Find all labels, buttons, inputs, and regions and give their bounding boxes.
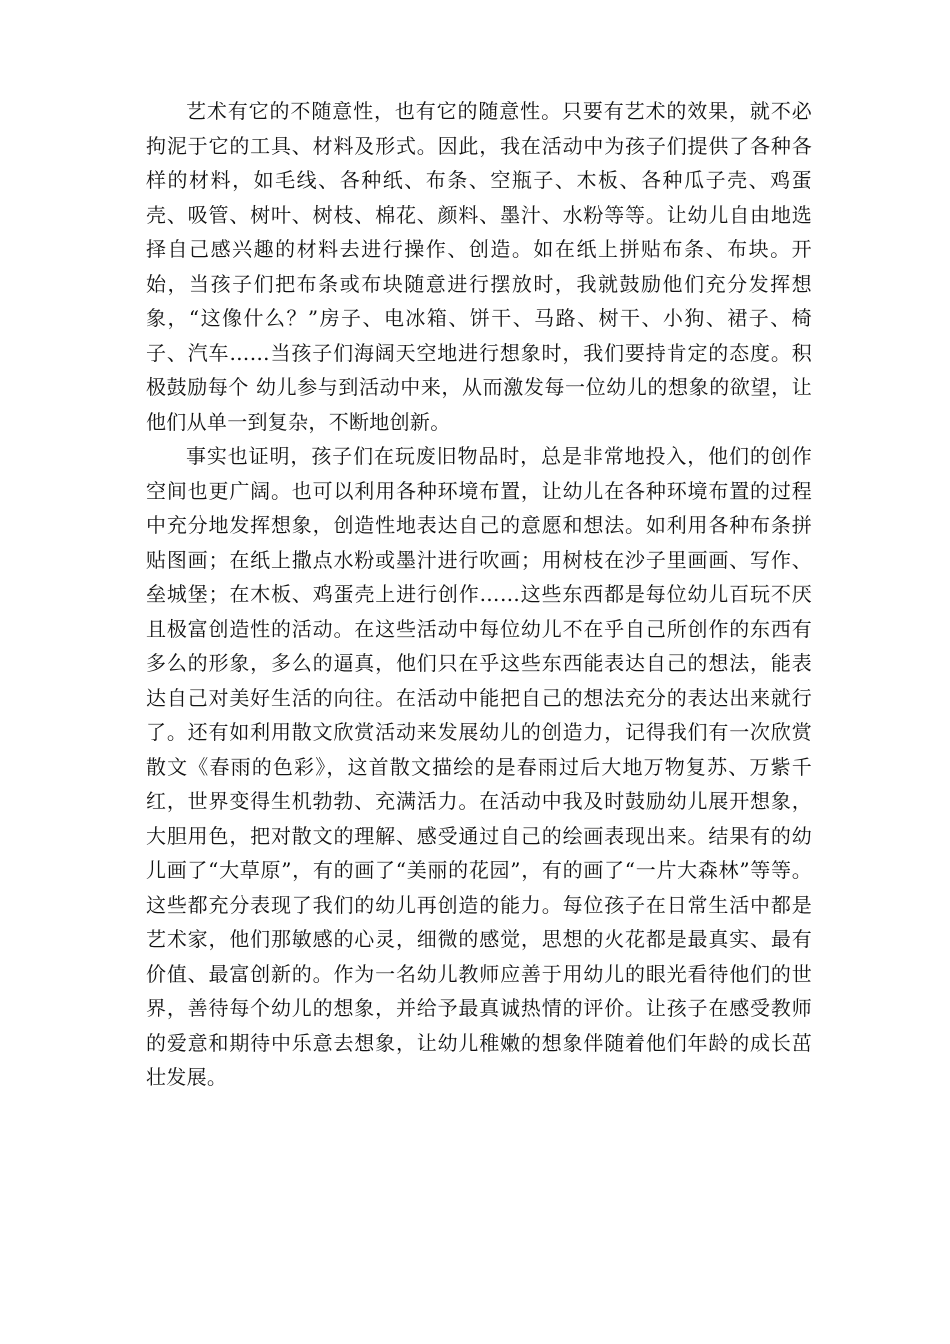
document-body <box>146 94 812 1095</box>
paragraph-2: 事实也证明，孩子们在玩废旧物品时，总是非常地投入，他们的创作空间也更广阔。也可以利用各种环境布置，让幼儿在各种环境布置的过程中充分地发挥想象，创造性地表达自己的意愿和想法。如利用各种布条拼贴图画；在纸上撒点水粉或墨汁进行吹画；用树枝在沙子里画画、写作、垒城堡；在木板、鸡蛋壳上进行创作……这些东西都是每位幼儿百玩不厌且极富创造性的活动。在这些活动中每位幼儿不在乎自己所创作的东西有多么的形象，多么的逼真，他们只在乎这些东西能表达自己的想法，能表达自己对美好生活的向往。在活动中能把自己的想法充分的表达出来就行了。还有如利用散文欣赏活动来发展幼儿的创造力，记得我们有一次欣赏散文《春雨的色彩》，这首散文描绘的是春雨过后大地万物复苏、万紫千红，世界变得生机勃勃、充满活力。在活动中我及时鼓励幼儿展开想象，大胆用色，把对散文的理解、感受通过自己的绘画表现出来。结果有的幼儿画了“大草原”，有的画了“美丽的花园”，有的画了“一片大森林”等等。这些都充分表现了我们的幼儿再创造的能力。每位孩子在日常生活中都是艺术家，他们那敏感的心灵，细微的感觉，思想的火花都是最真实、最有价值、最富创新的。作为一名幼儿教师应善于用幼儿的眼光看待他们的世界，善待每个幼儿的想象，并给予最真诚热情的评价。让孩子在感受教师的爱意和期待中乐意去想象，让幼儿稚嫩的想象伴随着他们年龄的成长茁壮发展。 <box>146 444 812 1089</box>
paragraph-1: 艺术有它的不随意性，也有它的随意性。只要有艺术的效果，就不必拘泥于它的工具、材料及形式。因此，我在活动中为孩子们提供了各种各样的材料，如毛线、各种纸、布条、空瓶子、木板、各种瓜子壳、鸡蛋壳、吸管、树叶、树枝、棉花、颜料、墨汁、水粉等等。让幼儿自由地选择自己感兴趣的材料去进行操作、创造。如在纸上拼贴布条、布块。开始，当孩子们把布条或布块随意进行摆放时，我就鼓励他们充分发挥想象，“这像什么？”房子、电冰箱、饼干、马路、树干、小狗、裙子、椅子、汽车……当孩子们海阔天空地进行想象时，我们要持肯定的态度。积极鼓励每个 幼儿参与到活动中来，从而激发每一位幼儿的想象的欲望，让他们从单一到复杂，不断地创新。 <box>146 99 812 434</box>
